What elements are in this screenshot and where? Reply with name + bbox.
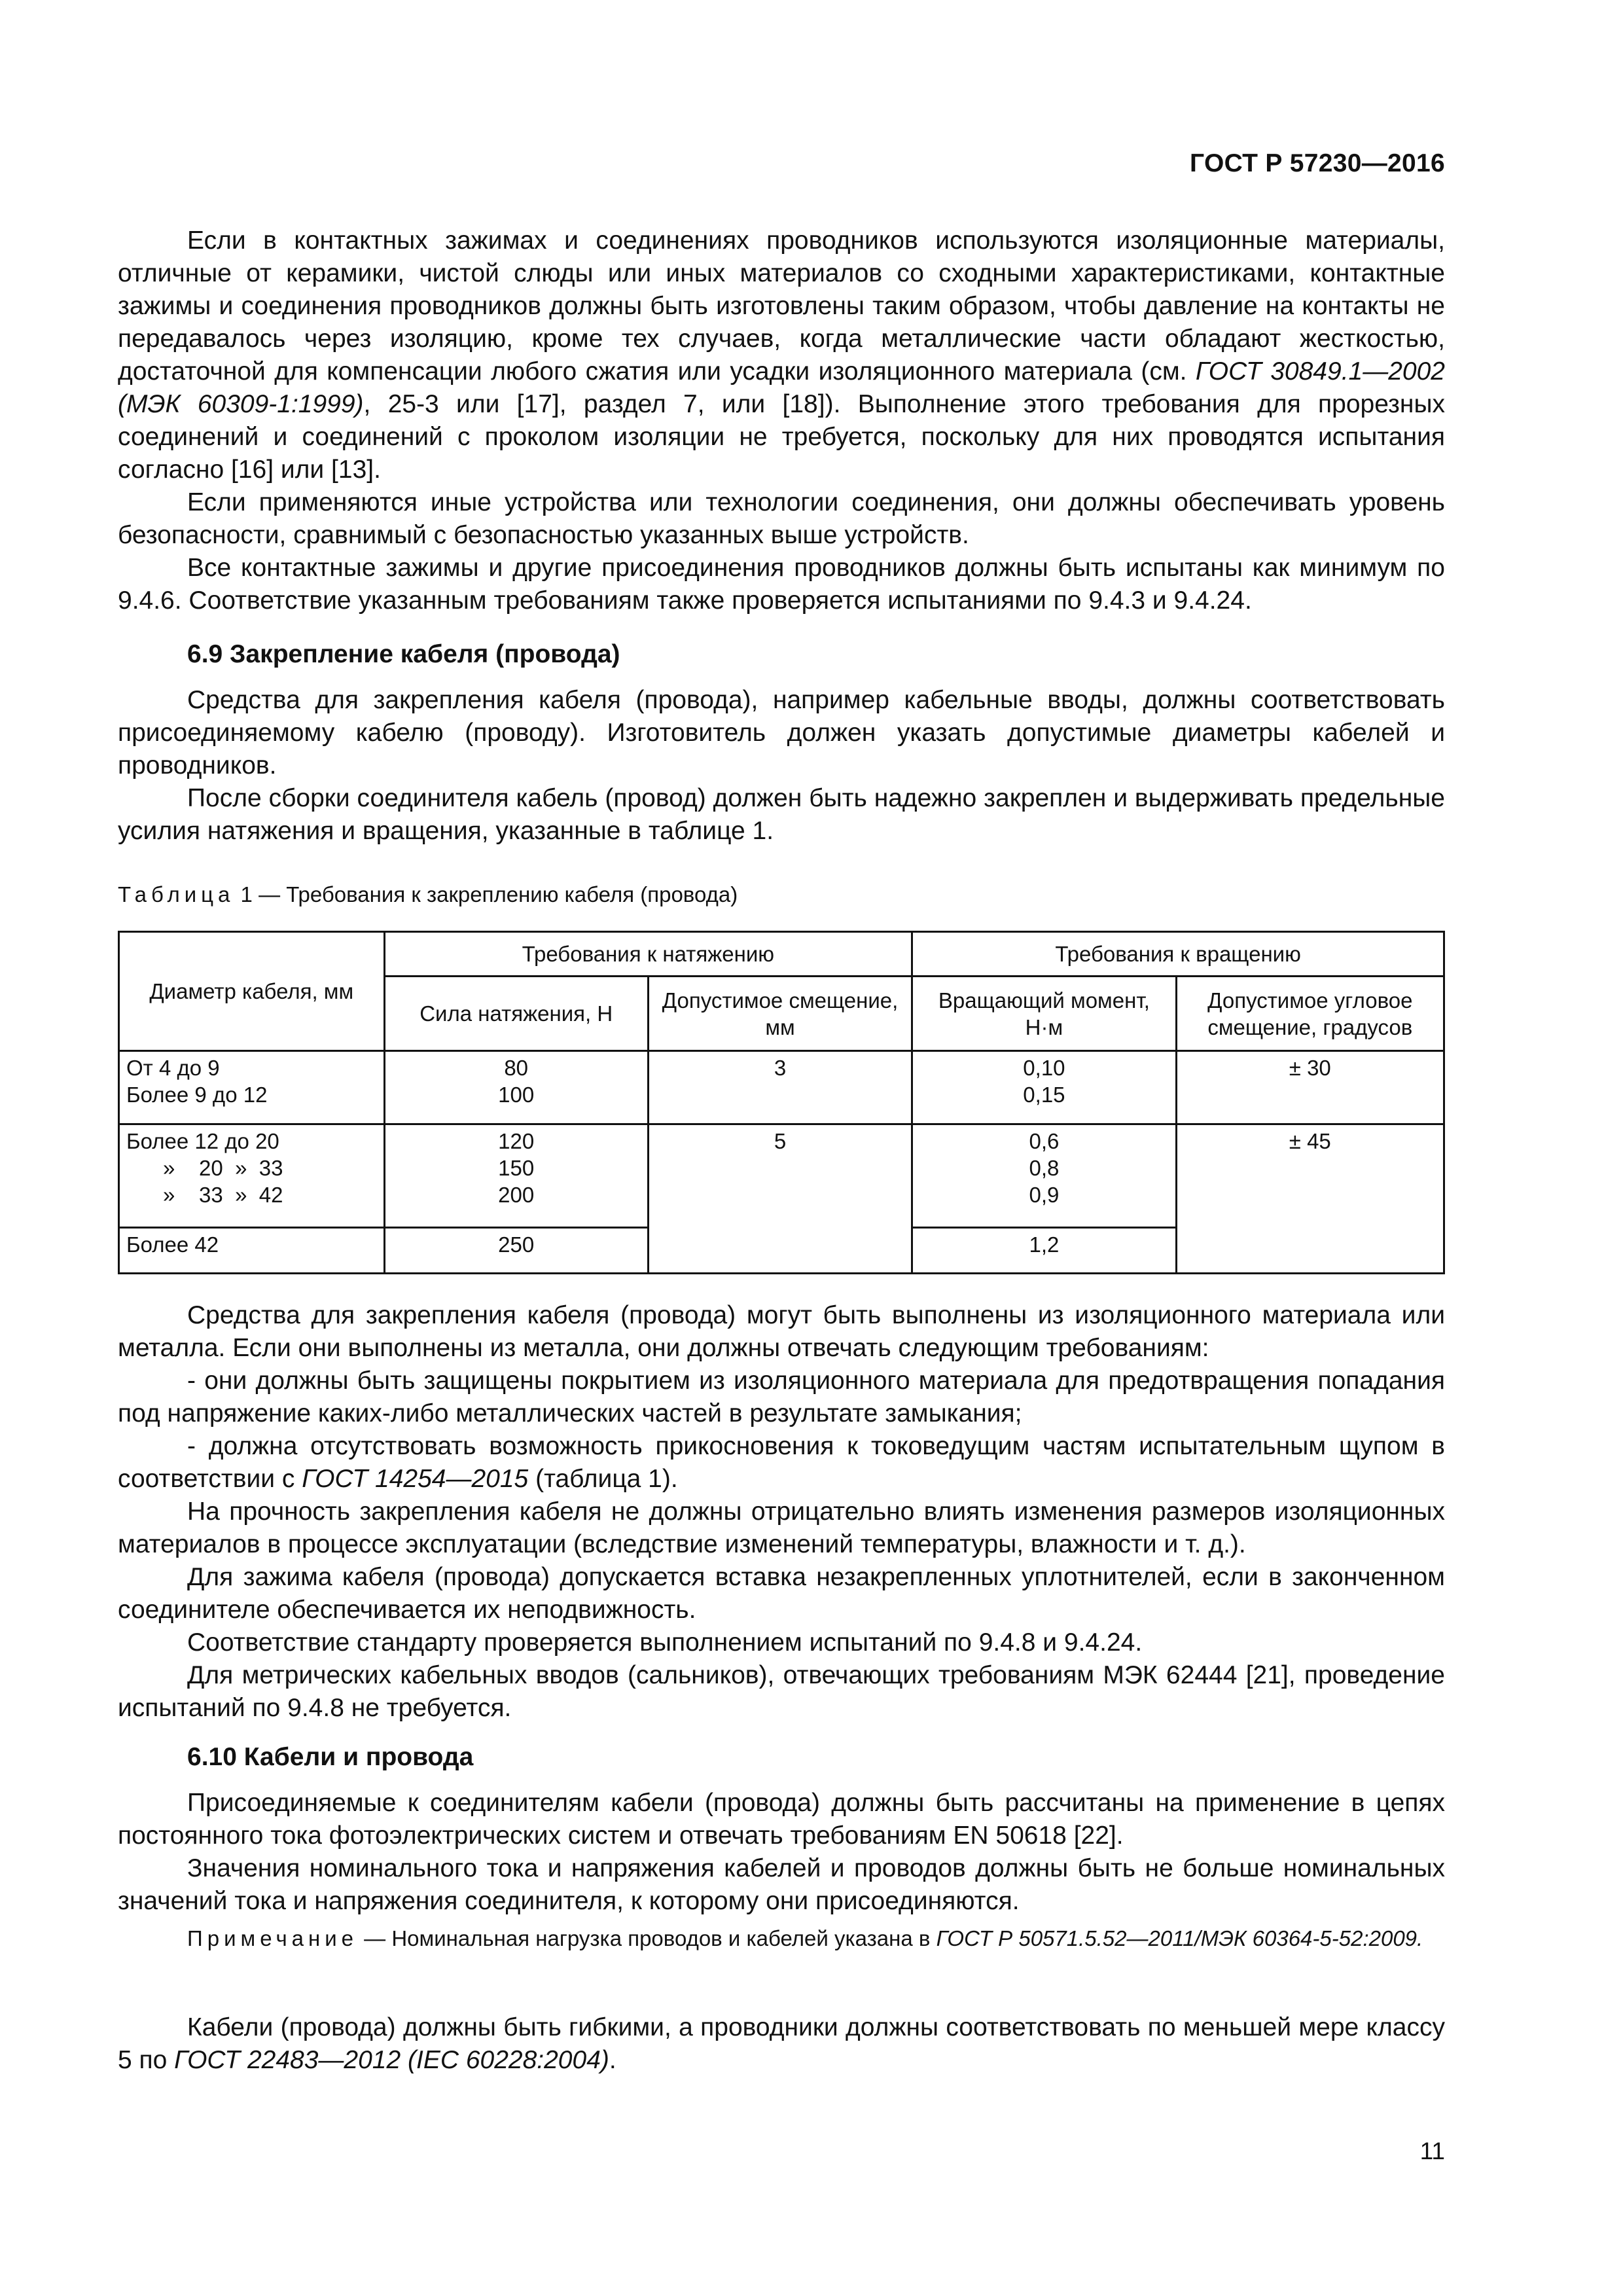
cell-torque [912, 1124, 1176, 1228]
requirement-item-2-text: - должна отсутствовать возможность прикосновения к токоведущим частям испытательным щупом в соответствии с [118, 1432, 1445, 1493]
final-paragraph-tail: . [609, 2046, 616, 2074]
section-6-10-heading: 6.10 Кабели и провода [187, 1743, 474, 1771]
header-displacement: Допустимое смещение, мм [648, 977, 912, 1051]
table-1 [118, 931, 1445, 1274]
intro-paragraph-3: Все контактные зажимы и другие присоединения проводников должны быть испытаны как минимум по 9.4.6. Соответствие указанным требованиям также проверяется испытаниями по 9.4.3 и 9.4.24. [118, 554, 1445, 615]
cell-diameter [119, 1124, 385, 1228]
cell-diameter [119, 1228, 385, 1274]
cell-force [384, 1228, 648, 1274]
diameter-value: Более 42 [126, 1232, 219, 1257]
after-table-paragraph-4: Соответствие стандарту проверяется выполнением испытаний по 9.4.8 и 9.4.24. [187, 1628, 1143, 1657]
note-block [118, 1924, 1445, 1953]
cell-diameter [119, 1051, 385, 1124]
header-torque: Вращающий момент, Н·м [912, 977, 1176, 1051]
requirement-item-2-reference: ГОСТ 14254—2015 [302, 1465, 529, 1493]
header-diameter: Диаметр кабеля, мм [119, 932, 385, 1051]
header-group-tension: Требования к натяжению [384, 932, 912, 977]
cell-torque [912, 1228, 1176, 1274]
section-6-9-heading: 6.9 Закрепление кабеля (провода) [187, 640, 620, 668]
section-6-10-paragraph-3 [118, 2011, 1445, 2077]
section-6-10-paragraph-2: Значения номинального тока и напряжения кабелей и проводов должны быть не больше номинальных значений тока и напряжения соединителя, к которому они присоединяются. [118, 1854, 1445, 1915]
diameter-value: » 33 » 42 [163, 1183, 283, 1207]
final-paragraph-text: Кабели (провода) должны быть гибкими, а проводники должны соответствовать по меньшей мере классу 5 по [118, 2013, 1445, 2074]
page-number: 11 [1419, 2138, 1445, 2164]
force-value: 120 [498, 1129, 535, 1153]
final-paragraph-block [118, 2011, 1445, 2077]
intro-paragraph-1 [118, 224, 1445, 486]
header-force: Сила натяжения, Н [384, 977, 648, 1051]
after-table-paragraph-5: Для метрических кабельных вводов (сальников), отвечающих требованиям МЭК 62444 [21], проведение испытаний по 9.4.8 не требуется. [118, 1661, 1445, 1722]
force-value: 200 [498, 1183, 535, 1207]
note [118, 1924, 1445, 1953]
diameter-value: » 20 » 33 [163, 1156, 283, 1180]
section-6-9-body [118, 684, 1445, 848]
section-6-10-paragraph-1: Присоединяемые к соединителям кабели (провода) должны быть рассчитаны на применение в цепях постоянного тока фотоэлектрических систем и отвечать требованиям EN 50618 [22]. [118, 1789, 1445, 1850]
intro-p1-tail: , 25-3 или [17], раздел 7, или [18]). Выполнение этого требования для прорезных соединений и соединений с проколом изоляции не требуется, поскольку для них проводятся испытания согласно [16] или [13]. [118, 390, 1445, 484]
table-row [119, 1124, 1444, 1228]
cell-angle: ± 30 [1176, 1051, 1444, 1124]
cell-angle: ± 45 [1176, 1124, 1444, 1274]
cell-torque [912, 1051, 1176, 1124]
section-6-9-paragraph-1: Средства для закрепления кабеля (провода), например кабельные вводы, должны соответствовать присоединяемому кабелю (проводу). Изготовитель должен указать допустимые диаметры кабелей и проводников. [118, 686, 1445, 780]
force-value: 250 [498, 1232, 535, 1257]
requirement-item-2 [118, 1430, 1445, 1496]
intro-p1-text: Если в контактных зажимах и соединениях проводников используются изоляционные материалы, отличные от керамики, чистой слюды или иных материалов со сходными характеристиками, контактные зажимы и соединения проводников должны быть изготовлены таким образом, чтобы давление на контакты не передавалось через изоляцию, кроме тех случаев, когда металлические части обладают жесткостью, достаточной для компенсации любого сжатия или усадки изоляционного материала (см. [118, 226, 1445, 386]
note-text: — Номинальная нагрузка проводов и кабелей указана в [358, 1926, 936, 1950]
after-table-section [118, 1299, 1445, 1725]
diameter-value: Более 12 до 20 [126, 1129, 279, 1153]
note-reference: ГОСТ Р 50571.5.52—2011/МЭК 60364-5-52:2009. [936, 1926, 1423, 1950]
intro-p1-reference: ГОСТ 30849.1—2002 (МЭК 60309-1:1999) [118, 357, 1445, 418]
table-caption-word: Таблица [118, 882, 235, 906]
torque-value: 1,2 [1029, 1232, 1060, 1257]
section-6-10-body [118, 1787, 1445, 1918]
requirement-item-2-tail: (таблица 1). [528, 1465, 678, 1493]
intro-paragraph-2: Если применяются иные устройства или технологии соединения, они должны обеспечивать уровень безопасности, сравнимый с безопасностью указанных выше устройств. [118, 488, 1445, 549]
section-6-10 [118, 1741, 1445, 1774]
requirement-item-1: - они должны быть защищены покрытием из изоляционного материала для предотвращения попадания под напряжение каких-либо металлических частей в результате замыкания; [118, 1367, 1445, 1427]
cell-displacement: 3 [648, 1051, 912, 1124]
after-table-paragraph-2: На прочность закрепления кабеля не должны отрицательно влиять изменения размеров изоляционных материалов в процессе эксплуатации (вследствие изменений температуры, влажности и т. д.). [118, 1498, 1445, 1558]
diameter-value: Более 9 до 12 [126, 1083, 268, 1107]
after-table-paragraph-3: Для зажима кабеля (провода) допускается вставка незакрепленных уплотнителей, если в законченном соединителе обеспечивается их неподвижность. [118, 1563, 1445, 1624]
table-caption-text: 1 — Требования к закреплению кабеля (провода) [234, 882, 738, 906]
header-group-rotation: Требования к вращению [912, 932, 1444, 977]
torque-value: 0,10 [1023, 1056, 1065, 1080]
torque-value: 0,15 [1023, 1083, 1065, 1107]
force-value: 80 [504, 1056, 529, 1080]
torque-value: 0,9 [1029, 1183, 1060, 1207]
table-1-container [118, 931, 1445, 1274]
table-1-caption [118, 880, 1445, 909]
intro-section [118, 224, 1445, 617]
torque-value: 0,8 [1029, 1156, 1060, 1180]
cell-displacement: 5 [648, 1124, 912, 1274]
document-code: ГОСТ Р 57230—2016 [1190, 149, 1445, 177]
force-value: 150 [498, 1156, 535, 1180]
force-value: 100 [498, 1083, 535, 1107]
torque-value: 0,6 [1029, 1129, 1060, 1153]
final-paragraph-reference: ГОСТ 22483—2012 (IEC 60228:2004) [174, 2046, 609, 2074]
cell-force [384, 1051, 648, 1124]
header-angle: Допустимое угловое смещение, градусов [1176, 977, 1444, 1051]
after-table-paragraph-1: Средства для закрепления кабеля (провода) могут быть выполнены из изоляционного материала или металла. Если они выполнены из металла, они должны отвечать следующим требованиям: [118, 1301, 1445, 1362]
cell-force [384, 1124, 648, 1228]
note-label: Примечание [187, 1926, 359, 1950]
section-6-9-paragraph-2: После сборки соединителя кабель (провод) должен быть надежно закреплен и выдерживать предельные усилия натяжения и вращения, указанные в таблице 1. [118, 784, 1445, 845]
table-1-caption-block [118, 880, 1445, 909]
section-6-9 [118, 638, 1445, 671]
table-row [119, 1051, 1444, 1124]
diameter-value: От 4 до 9 [126, 1056, 220, 1080]
